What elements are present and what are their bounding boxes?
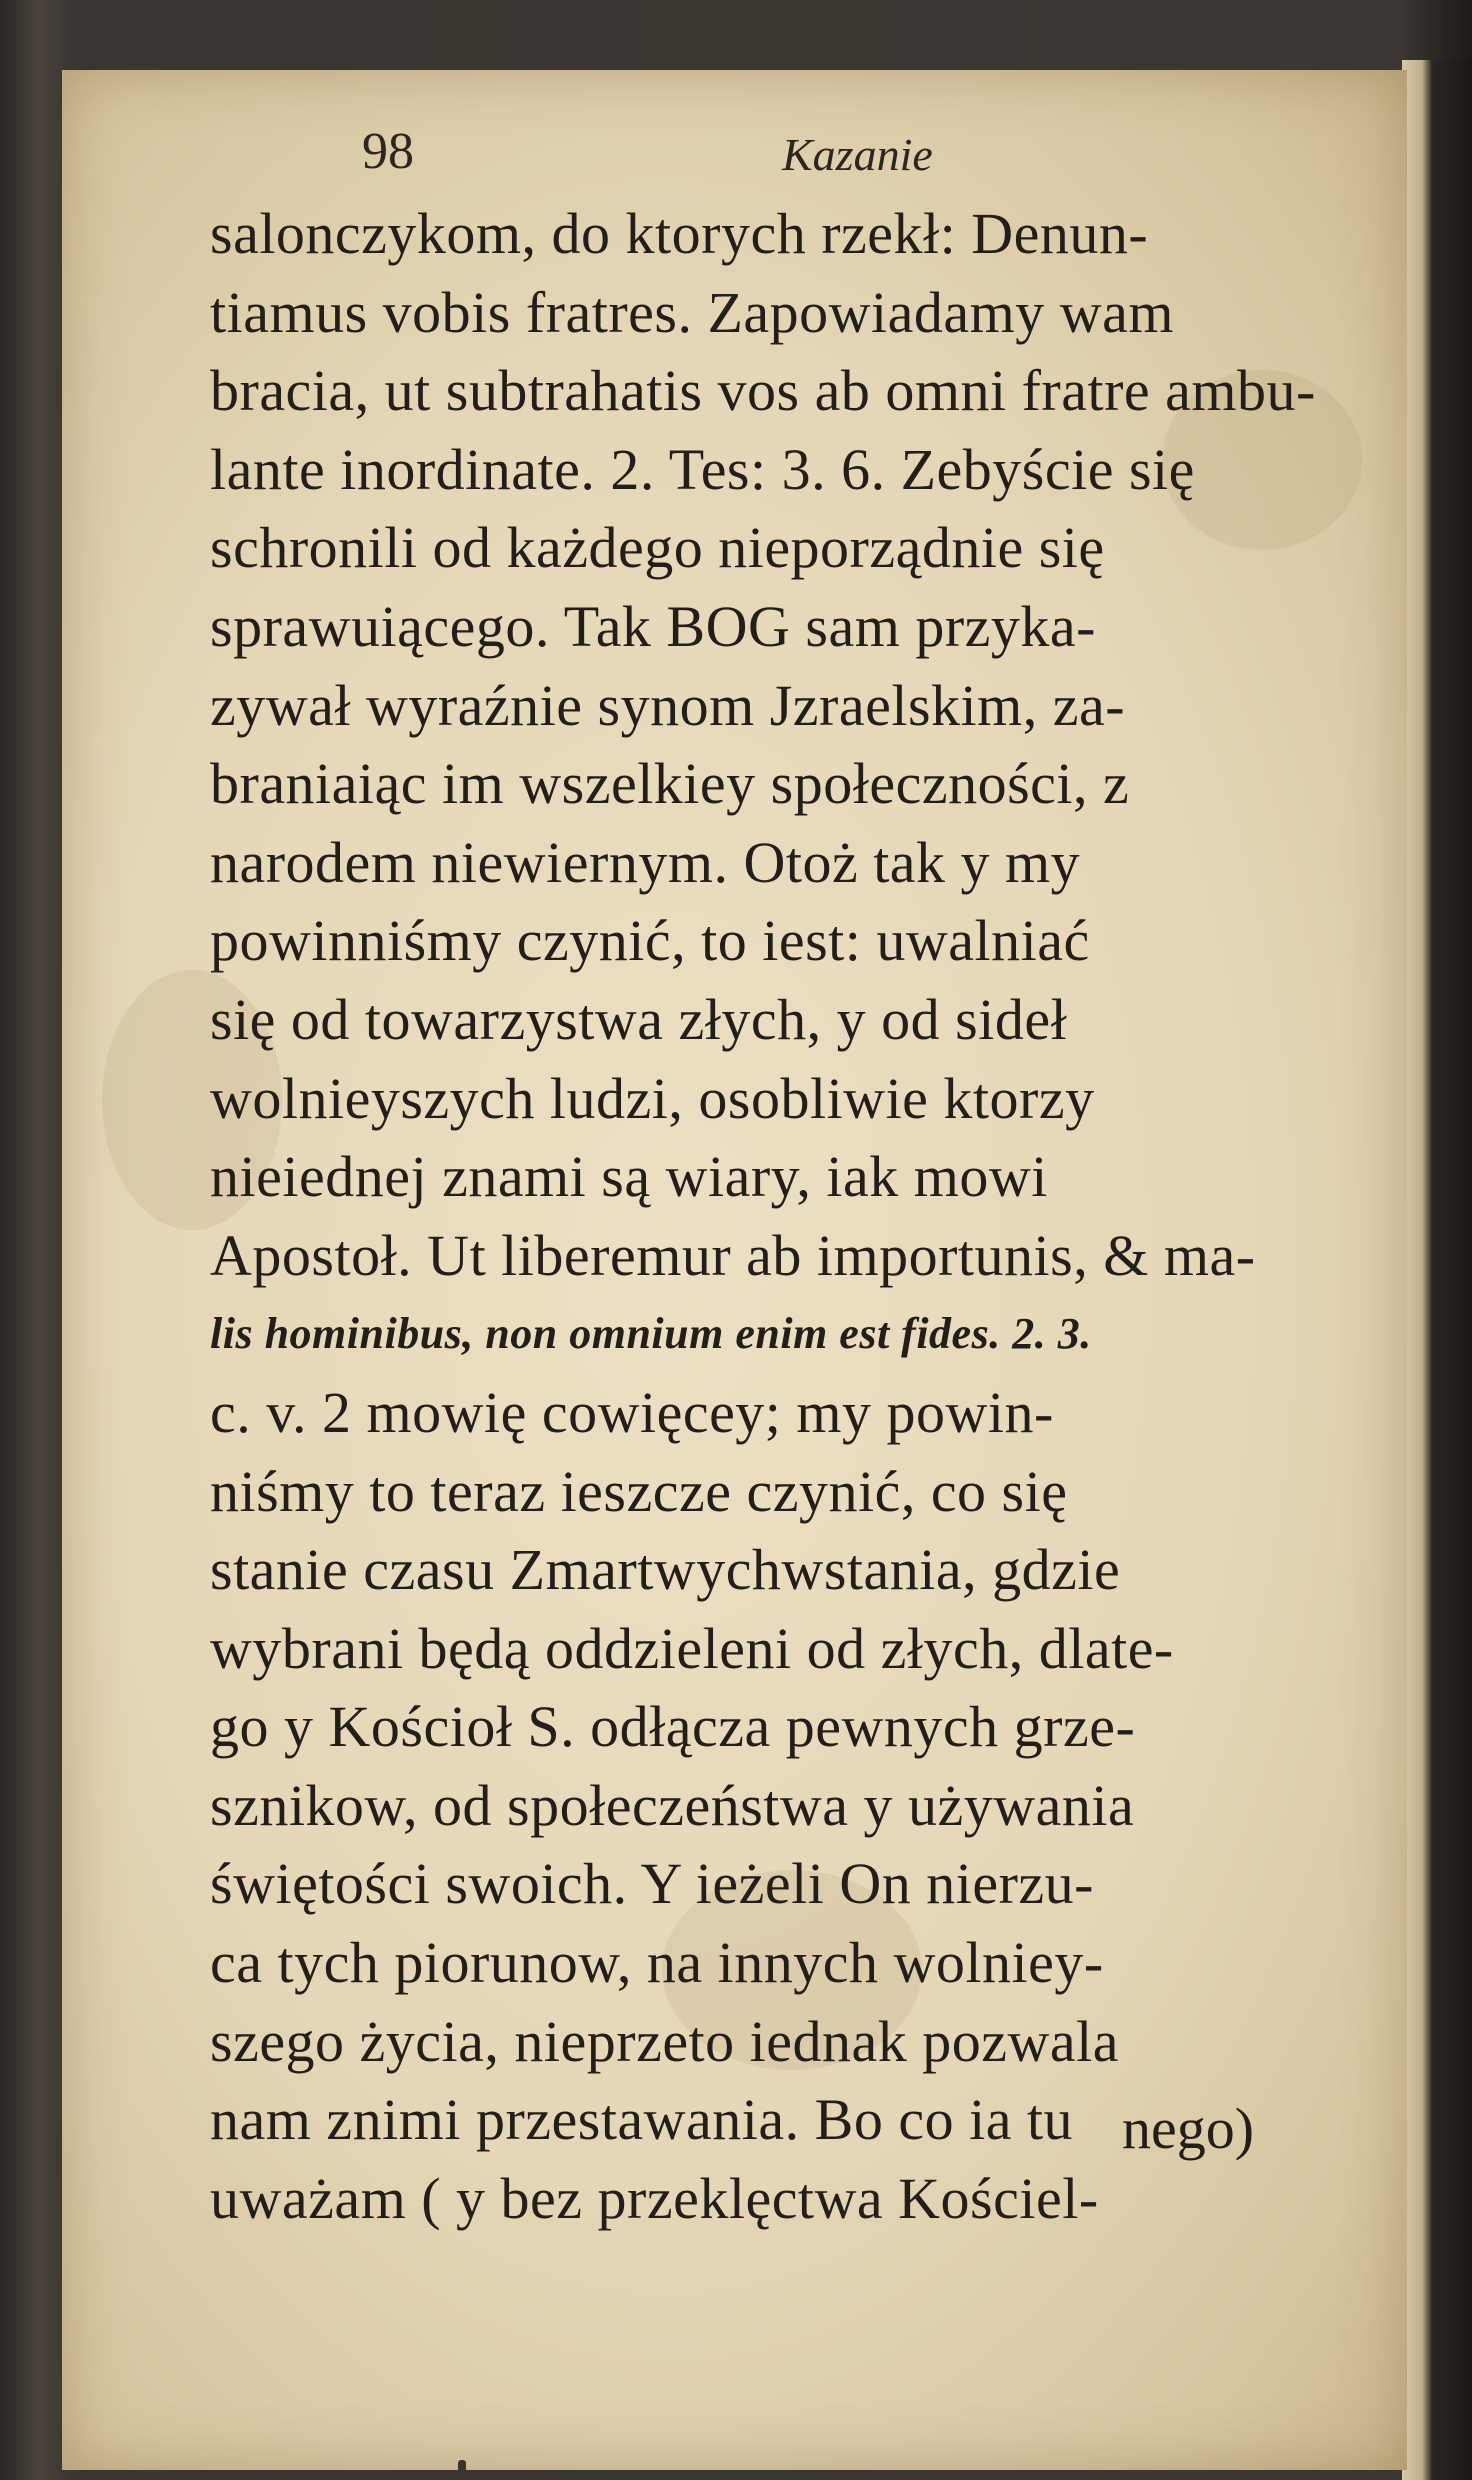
text-line: schronili od każdego nieporządnie się xyxy=(210,515,1105,581)
book-page xyxy=(62,70,1407,2470)
text-line: tiamus vobis fratres. Zapowiadamy wam xyxy=(210,279,1174,345)
page-header xyxy=(302,122,1202,202)
text-line: c. v. 2 mowię cowięcey; my powin- xyxy=(210,1379,1054,1445)
text-line: braniaiąc im wszelkiey społeczności, z xyxy=(210,751,1130,817)
text-line: bracia, ut subtrahatis vos ab omni fratre ambu- xyxy=(210,358,1316,424)
page-number: 98 xyxy=(362,123,414,180)
text-line: lante inordinate. 2. Tes: 3. 6. Zebyście się xyxy=(210,436,1195,502)
text-line: lis hominibus, non omnium enim est fides. 2. 3. xyxy=(210,1309,1092,1359)
catchword: nego) xyxy=(1122,2096,1255,2161)
text-line: sznikow, od społeczeństwa y używania xyxy=(210,1772,1135,1838)
text-line: stanie czasu Zmartwychwstania, gdzie xyxy=(210,1537,1121,1603)
text-line: się od towarzystwa złych, y od sideł xyxy=(210,986,1068,1052)
text-line: nam znimi przestawania. Bo co ia tu xyxy=(210,2087,1074,2153)
text-line: nieiednej znami są wiary, iak mowi xyxy=(210,1144,1048,1210)
book-edge xyxy=(1402,60,1472,2480)
text-line: szego życia, nieprzeto iednak pozwala xyxy=(210,2008,1120,2074)
text-line: wolnieyszych ludzi, osobliwie ktorzy xyxy=(210,1065,1095,1131)
text-line: salonczykom, do ktorych rzekł: Denun- xyxy=(210,201,1149,266)
text-line: Apostoł. Ut liberemur ab importunis, & ma- xyxy=(210,1222,1256,1288)
running-head: Kazanie xyxy=(782,129,933,180)
text-line: uważam ( y bez przeklęctwa Kościel- xyxy=(210,2165,1099,2231)
body-text xyxy=(210,195,1410,2238)
text-line: powinniśmy czynić, to iest: uwalniać xyxy=(210,908,1090,974)
text-line: wybrani będą oddzieleni od złych, dlate- xyxy=(210,1615,1174,1681)
text-line: go y Kościoł S. odłącza pewnych grze- xyxy=(210,1694,1136,1760)
text-line: ca tych piorunow, na innych wolniey- xyxy=(210,1930,1104,1996)
text-line: narodem niewiernym. Otoż tak y my xyxy=(210,829,1081,895)
ink-mark xyxy=(458,2460,466,2474)
text-line: świętości swoich. Y ieżeli On nierzu- xyxy=(210,1851,1094,1917)
text-line: zywał wyraźnie synom Jzraelskim, za- xyxy=(210,672,1126,738)
text-line: sprawuiącego. Tak BOG sam przyka- xyxy=(210,593,1096,659)
text-line: niśmy to teraz ieszcze czynić, co się xyxy=(210,1458,1068,1524)
